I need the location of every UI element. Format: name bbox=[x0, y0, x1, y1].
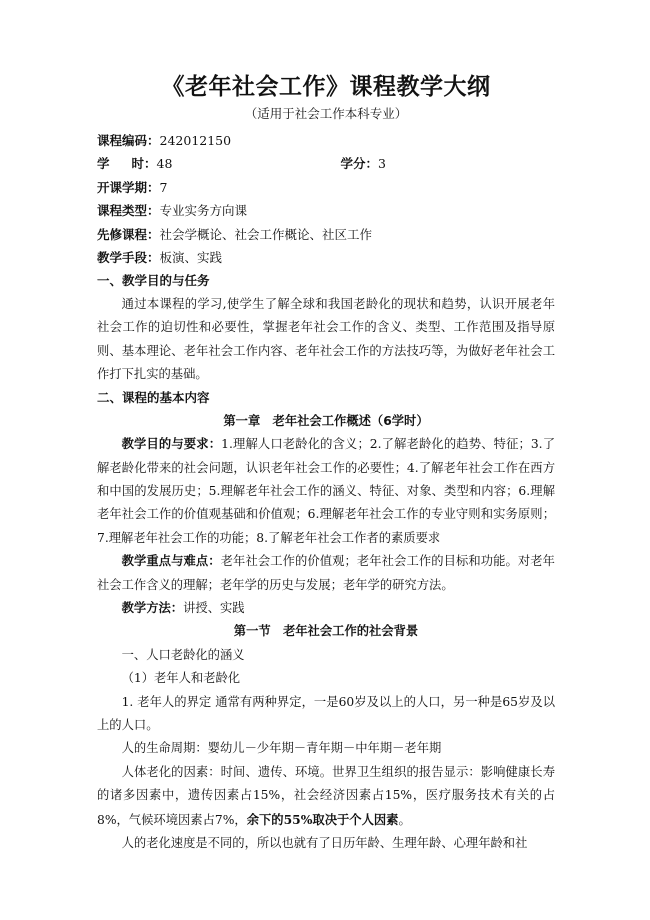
subheading-aging: 一、人口老龄化的涵义 bbox=[121, 647, 245, 662]
key-points-label: 教学重点与难点： bbox=[121, 554, 221, 569]
aging-factors-text: 人体老化的因素：时间、遗传、环境。世界卫生组织的报告显示：影响健康长寿的诸多因素中，遗传因素占15%，社会经济因素占15%，医疗服务技术有关的占8%，气候环境因素占7%， bbox=[97, 764, 555, 827]
requirements-paragraph bbox=[97, 433, 555, 550]
requirements-body: 1.理解人口老龄化的含义；2.了解老龄化的趋势、特征；3.了解老龄化带来的社会问题，认识老年社会工作的必要性；4.了解老年社会工作在西方和中国的发展历史；5.理解老年社会工作的涵义、特征、对象、类型和内容；6.理解老年社会工作的价值观基础和价值观；6.理解老年社会工作的专业守则和实务原则；7.理解老年社会工作的功能；8.了解老年社会工作者的素质要求 bbox=[97, 437, 555, 545]
section1-title: 第一节 老年社会工作的社会背景 bbox=[233, 624, 419, 639]
prerequisite-value: 社会学概论、社会工作概论、社区工作 bbox=[159, 226, 373, 242]
teaching-means-row bbox=[97, 246, 555, 269]
requirements-label: 教学目的与要求： bbox=[121, 437, 222, 452]
document-page bbox=[97, 70, 555, 855]
section2-heading: 二、课程的基本内容 bbox=[97, 390, 210, 406]
course-type-label: 课程类型： bbox=[97, 203, 160, 219]
teaching-method-body: 讲授、实践 bbox=[183, 600, 245, 615]
subheading-elderly: （1）老年人和老龄化 bbox=[121, 671, 241, 686]
hours-label-2: 时： bbox=[131, 156, 157, 172]
section1-heading: 一、教学目的与任务 bbox=[97, 273, 210, 289]
document-subtitle: （适用于社会工作本科专业） bbox=[244, 106, 408, 121]
paragraph-definition: 1. 老年人的界定 通常有两种界定，一是60岁及以上的人口，另一种是65岁及以上的人口。 bbox=[97, 694, 555, 732]
teaching-means-label: 教学手段： bbox=[97, 249, 160, 265]
key-points-paragraph bbox=[97, 550, 555, 597]
section1-body: 通过本课程的学习,使学生了解全球和我国老龄化的现状和趋势，认识开展老年社会工作的迫切性和必要性，掌握老年社会工作的含义、类型、工作范围及指导原则、基本理论、老年社会工作内容、老年社会工作的方法技巧等，为做好老年社会工作打下扎实的基础。 bbox=[97, 296, 555, 381]
document-title: 《老年社会工作》课程教学大纲 bbox=[161, 74, 491, 100]
course-code-value: 242012150 bbox=[159, 133, 232, 148]
semester-row bbox=[97, 176, 555, 199]
course-type-value: 专业实务方向课 bbox=[159, 203, 248, 219]
course-code-row bbox=[97, 129, 555, 152]
teaching-method-label: 教学方法： bbox=[121, 600, 184, 615]
paragraph-life-cycle: 人的生命周期：婴幼儿－少年期－青年期－中年期－老年期 bbox=[121, 741, 442, 756]
aging-factors-emphasis: 余下的55%取决于个人因素 bbox=[246, 811, 399, 827]
paragraph-aging-speed: 人的老化速度是不同的，所以也就有了日历年龄、生理年龄、心理年龄和社 bbox=[121, 835, 528, 850]
hours-credit-row bbox=[97, 152, 555, 175]
prerequisite-row bbox=[97, 223, 555, 246]
credit-value: 3 bbox=[377, 156, 386, 172]
course-type-row bbox=[97, 199, 555, 222]
chapter1-title: 第一章 老年社会工作概述（6学时） bbox=[223, 413, 429, 428]
teaching-method-line bbox=[97, 597, 555, 620]
credit-label: 学分： bbox=[340, 156, 378, 172]
hours-value: 48 bbox=[156, 156, 173, 172]
semester-value: 7 bbox=[159, 179, 168, 195]
paragraph-aging-factors bbox=[97, 761, 555, 832]
aging-factors-end: 。 bbox=[398, 812, 411, 827]
teaching-means-value: 板演、实践 bbox=[159, 249, 223, 265]
key-points-body: 老年社会工作的价值观；老年社会工作的目标和功能。对老年社会工作含义的理解；老年学的历史与发展；老年学的研究方法。 bbox=[97, 554, 555, 592]
semester-label: 开课学期： bbox=[97, 179, 160, 195]
course-code-label: 课程编码： bbox=[97, 133, 160, 148]
hours-label-1: 学 bbox=[97, 156, 110, 172]
prerequisite-label: 先修课程： bbox=[97, 226, 160, 242]
